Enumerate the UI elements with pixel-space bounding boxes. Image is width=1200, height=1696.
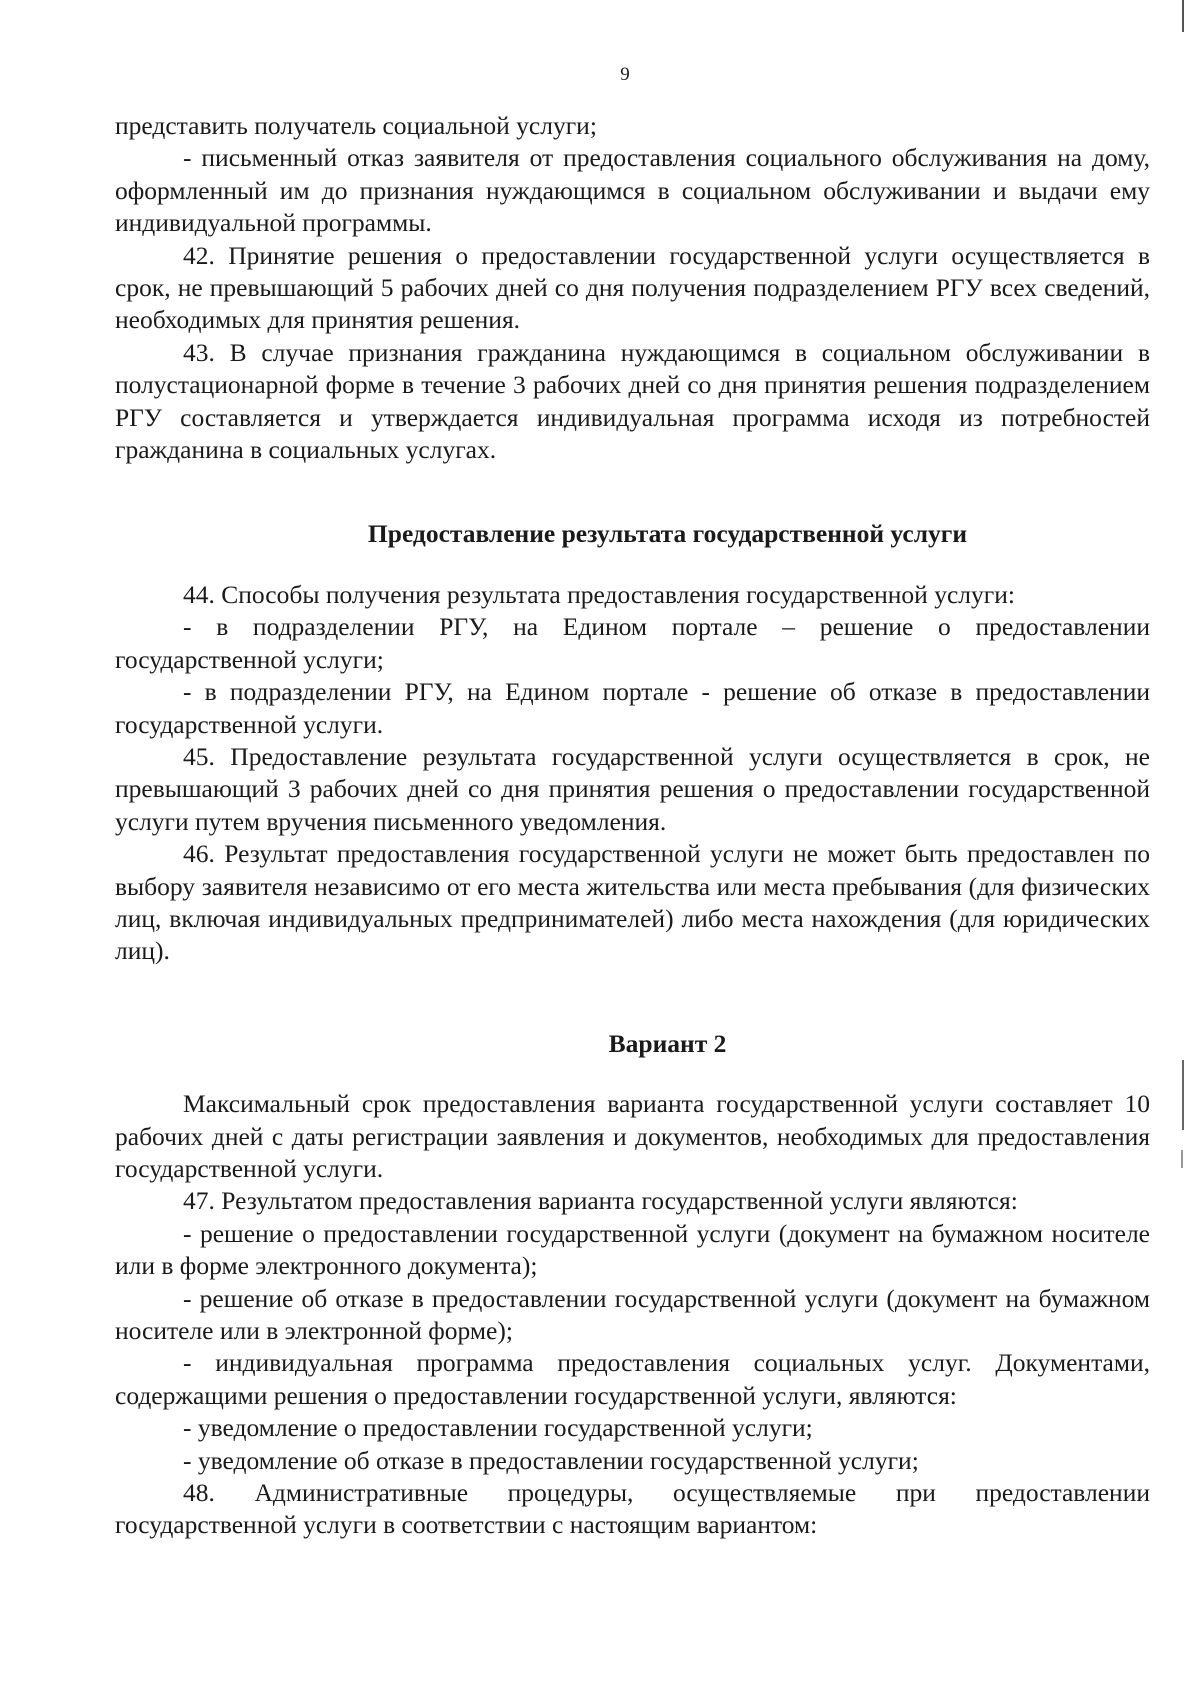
- paragraph: 44. Способы получения результата предоставления государственной услуги:: [183, 579, 1015, 609]
- paragraph: - индивидуальная программа предоставления социальных услуг. Документами, содержащими решения о предоставлении государственной услуги, являются:: [115, 1348, 1150, 1410]
- paragraph: - решение о предоставлении государственной услуги (документ на бумажном носителе или в форме электронного документа);: [115, 1218, 1150, 1281]
- paragraph: Максимальный срок предоставления варианта государственной услуги составляет 10 рабочих дней с даты регистрации заявления и документов, необходимых для предоставления государственной услуги.: [115, 1089, 1150, 1183]
- scan-edge-mark: [1182, 1060, 1184, 1130]
- paragraph: 47. Результатом предоставления варианта государственной услуги являются:: [183, 1186, 1018, 1216]
- document-body: [115, 110, 1150, 1542]
- section-heading-result: Предоставление результата государственной услуги: [367, 519, 968, 549]
- spacer: [115, 466, 1150, 518]
- paragraph: представить получатель социальной услуги;: [115, 111, 597, 140]
- paragraph: 42. Принятие решения о предоставлении государственной услуги осуществляется в срок, не превышающий 5 рабочих дней со дня получения подразделением РГУ всех сведений, необходимых для принятия решения.: [115, 240, 1150, 335]
- paragraph: - уведомление об отказе в предоставлении государственной услуги;: [183, 1445, 919, 1475]
- spacer: [115, 551, 1150, 579]
- scan-edge-mark: [1182, 0, 1184, 32]
- paragraph: 46. Результат предоставления государственной услуги не может быть предоставлен по выбору заявителя независимо от его места жительства или места пребывания (для физических лиц, включая индивидуальных предпринимателей) либо места нахождения (для юридических лиц).: [115, 839, 1150, 966]
- paragraph: - письменный отказ заявителя от предоставления социального обслуживания на дому, оформленный им до признания нуждающимся в социальном обслуживании и выдачи ему индивидуальной программы.: [115, 143, 1150, 238]
- paragraph: - в подразделении РГУ, на Едином портале - решение об отказе в предоставлении государственной услуги.: [115, 677, 1150, 739]
- paragraph: - решение об отказе в предоставлении государственной услуги (документ на бумажном носителе или в электронной форме);: [115, 1283, 1150, 1345]
- paragraph: - в подразделении РГУ, на Едином портале – решение о предоставлении государственной услуги;: [115, 612, 1150, 674]
- section-heading-variant: Вариант 2: [608, 1028, 727, 1058]
- scan-edge-mark: [1181, 1150, 1183, 1168]
- spacer: [115, 968, 1150, 1028]
- paragraph: - уведомление о предоставлении государственной услуги;: [183, 1413, 813, 1443]
- paragraph: 43. В случае признания гражданина нуждающимся в социальном обслуживании в полустационарной форме в течение 3 рабочих дней со дня принятия решения подразделением РГУ составляется и утверждается индивидуальная программа исходя из потребностей гражданина в социальных услугах.: [115, 337, 1150, 465]
- paragraph: 45. Предоставление результата государственной услуги осуществляется в срок, не превышающий 3 рабочих дней со дня принятия решения о предоставлении государственной услуги путем вручения письменного уведомления.: [115, 741, 1150, 836]
- spacer: [115, 1060, 1150, 1088]
- page-number: 9: [620, 64, 630, 85]
- paragraph: 48. Административные процедуры, осуществляемые при предоставлении государственной услуги в соответствии с настоящим вариантом:: [115, 1478, 1150, 1540]
